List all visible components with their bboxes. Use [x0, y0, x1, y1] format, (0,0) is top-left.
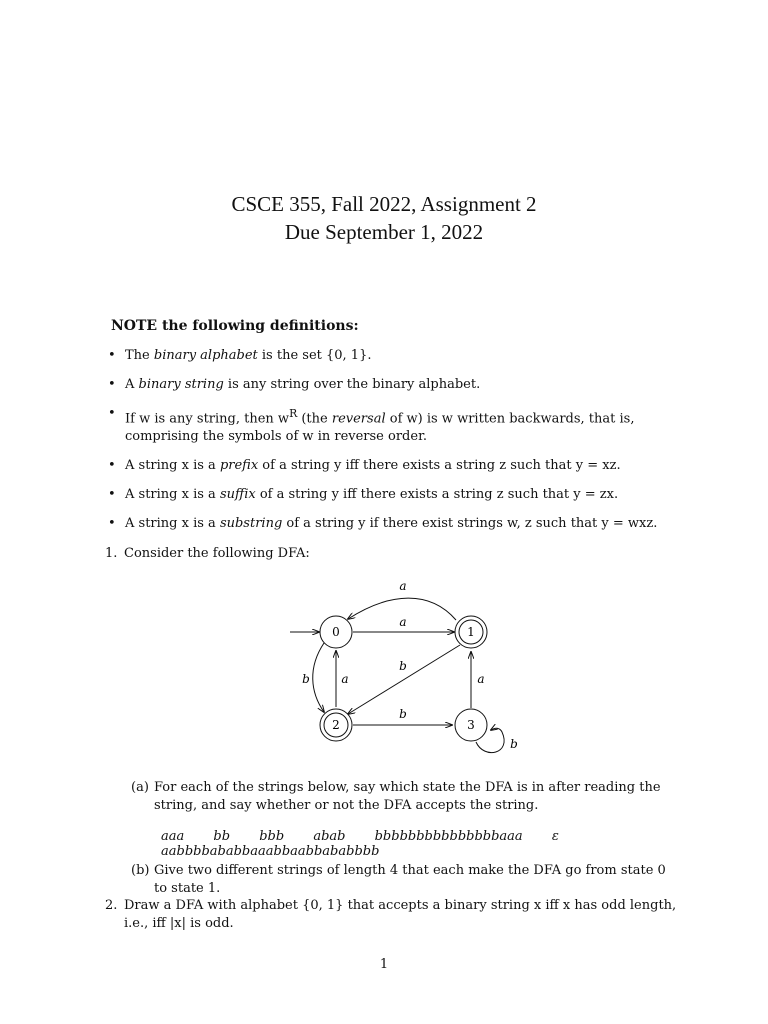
definitions-list: [108, 347, 680, 544]
definition-text: (the: [297, 411, 332, 427]
label-3-1: a: [477, 672, 485, 686]
part-text: Give two different strings of length 4 that each make the DFA go from state 0 to state 1.: [154, 863, 666, 896]
definition-term: binary string: [138, 377, 224, 392]
question-number: 2.: [105, 898, 118, 913]
definition-text: If w is any string, then w: [125, 411, 290, 427]
definition-text: A string x is a: [125, 516, 220, 532]
test-string: bbbbbbbbbbbbbbbaaa: [374, 829, 523, 844]
test-string: bb: [213, 829, 231, 844]
test-strings: [161, 829, 768, 859]
definition-term: prefix: [219, 458, 259, 474]
question-1b: [131, 862, 681, 898]
state-0-label: 0: [332, 625, 340, 639]
question-1: [105, 545, 310, 563]
due-date: Due September 1, 2022: [284, 220, 484, 244]
label-1-0: a: [399, 579, 407, 593]
definition-term: substring: [219, 516, 283, 532]
question-2: [105, 897, 685, 933]
definition-text: is any string over the binary alphabet.: [223, 377, 481, 392]
definition-item: [108, 457, 680, 475]
label-2-0: a: [341, 672, 349, 686]
definition-term: suffix: [219, 487, 256, 503]
definition-text: A string x is a: [125, 458, 220, 474]
definition-item: [108, 347, 680, 365]
state-1-label: 1: [467, 625, 475, 639]
definition-term: binary alphabet: [153, 348, 258, 363]
superscript: R: [289, 407, 298, 420]
state-3-label: 3: [467, 718, 475, 732]
definition-item: [108, 405, 680, 446]
transition-1-2: [348, 645, 460, 714]
definition-item: [108, 376, 680, 394]
label-2-3: b: [399, 707, 407, 721]
definition-text: of w) is w written backwards, that is, comprising the symbols of w in reverse order.: [125, 411, 635, 445]
definition-item: [108, 515, 680, 533]
label-1-2: b: [399, 659, 407, 673]
definition-text: of a string y iff there exists a string z such that y = xz.: [258, 458, 621, 474]
part-tag: (a): [131, 780, 149, 795]
part-text: For each of the strings below, say which state the DFA is in after reading the string, and say whether or not the DFA accepts the string.: [154, 780, 661, 813]
test-string: abab: [313, 829, 346, 844]
test-string: ε: [551, 829, 559, 844]
definition-text: The: [125, 348, 154, 363]
state-2-label: 2: [332, 718, 340, 732]
assignment-title: CSCE 355, Fall 2022, Assignment 2: [231, 192, 537, 216]
label-0-2: b: [302, 672, 310, 686]
definition-text: of a string y iff there exists a string z such that y = zx.: [255, 487, 619, 503]
definition-text: of a string y if there exist strings w, z such that y = wxz.: [282, 516, 658, 532]
definition-text: is the set {0, 1}.: [257, 348, 372, 363]
label-0-1: a: [399, 615, 407, 629]
part-tag: (b): [131, 863, 150, 878]
definitions-heading: NOTE the following definitions:: [111, 318, 359, 334]
page-number: 1: [379, 957, 389, 972]
question-1a: [131, 779, 681, 815]
definition-text: A: [125, 377, 139, 392]
question-text: Consider the following DFA:: [124, 546, 310, 561]
label-3-3: b: [510, 737, 518, 751]
dfa-diagram: [280, 572, 540, 772]
question-text: Draw a DFA with alphabet {0, 1} that accepts a binary string x iff x has odd length, i.e., iff |x| is odd.: [124, 898, 677, 931]
question-number: 1.: [105, 546, 118, 561]
definition-text: A string x is a: [125, 487, 220, 503]
definition-item: [108, 486, 680, 504]
test-string: aabbbbababbaaabbaabbababbbb: [161, 844, 380, 859]
definition-term: reversal: [331, 411, 386, 427]
transition-0-2: [313, 643, 324, 712]
test-string: aaa: [161, 829, 185, 844]
test-string: bbb: [259, 829, 285, 844]
